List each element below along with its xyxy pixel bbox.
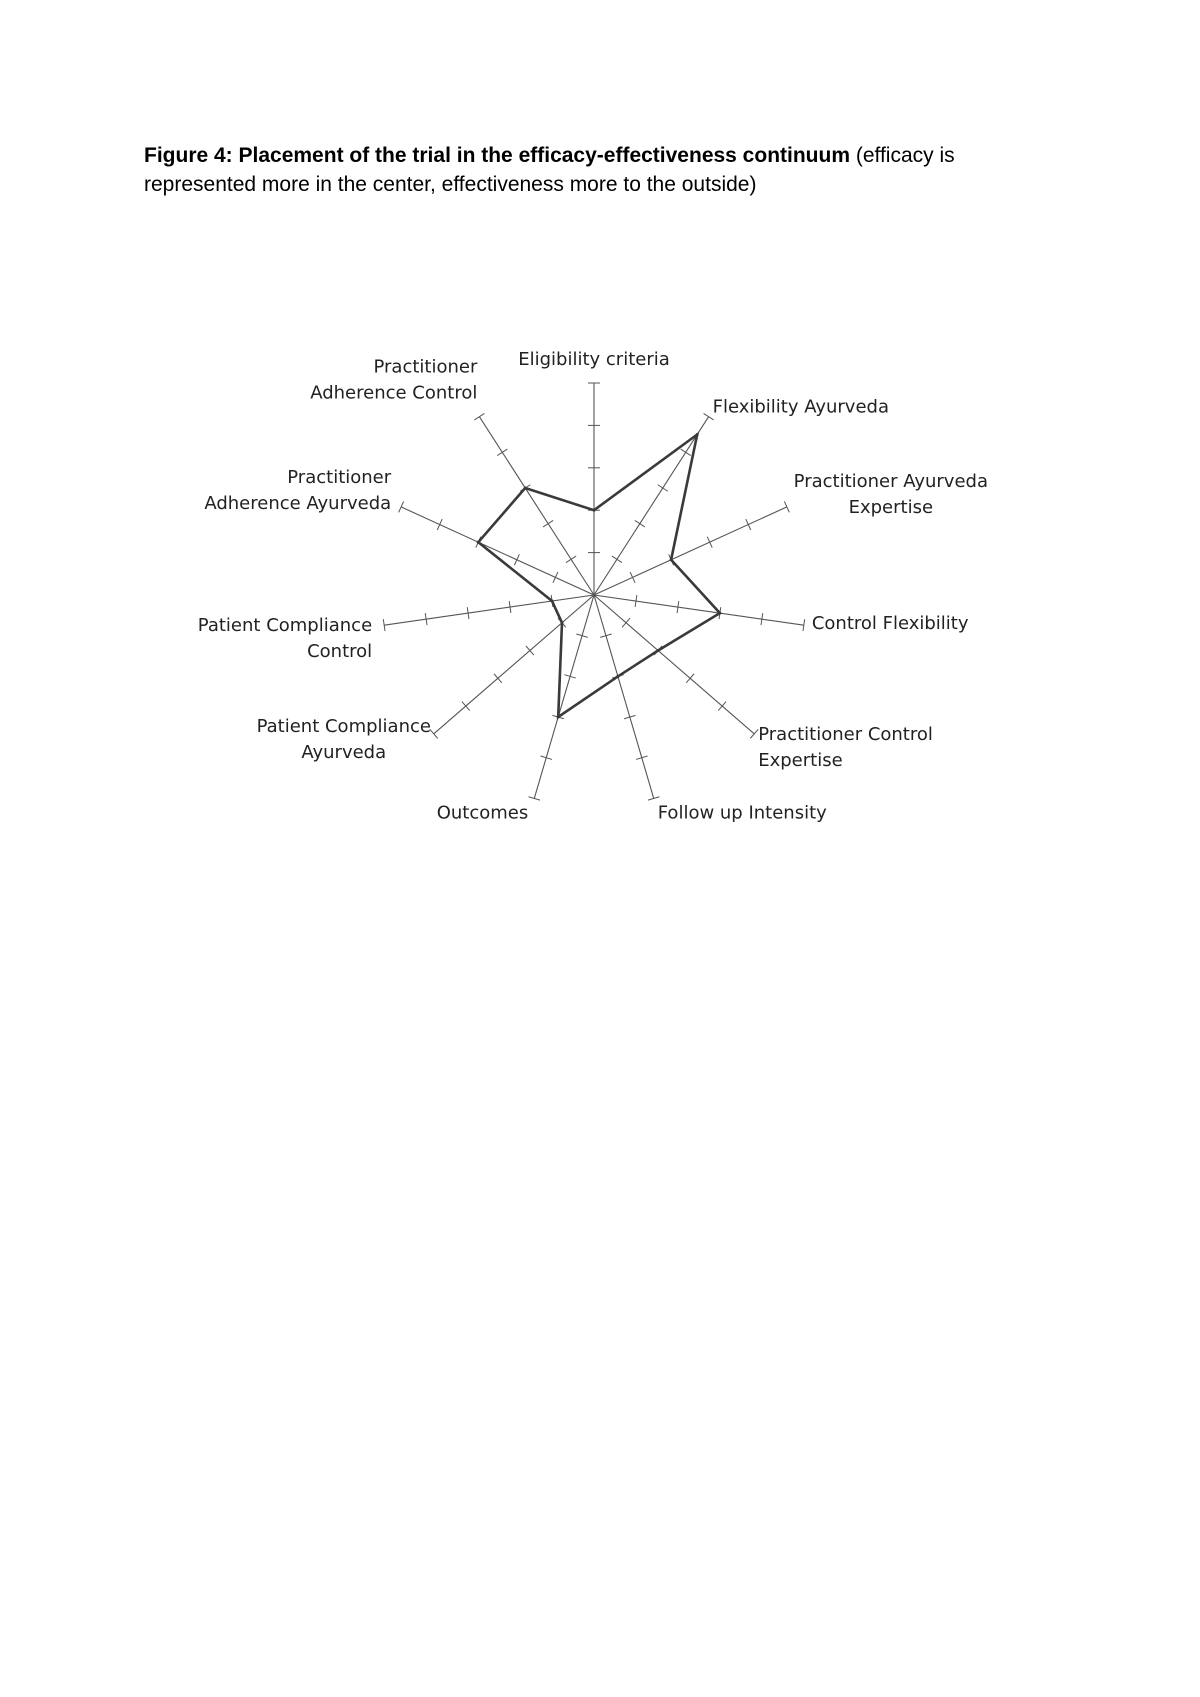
axis-tick bbox=[686, 674, 694, 683]
data-point bbox=[557, 716, 560, 719]
axis-line bbox=[384, 595, 594, 625]
caption-bold: Figure 4: Placement of the trial in the efficacy-effectiveness continuum bbox=[144, 144, 851, 167]
axis-tick bbox=[635, 520, 645, 526]
axis-label: Practitioner Control bbox=[758, 723, 933, 745]
axis-tick bbox=[566, 556, 576, 562]
data-point bbox=[657, 649, 660, 652]
axis-tick bbox=[707, 537, 712, 548]
axis-label: Outcomes bbox=[436, 802, 529, 824]
axis-label: Control bbox=[307, 641, 373, 663]
axis-tick bbox=[494, 674, 502, 683]
axis-tick bbox=[718, 702, 726, 711]
axis-label: Eligibility criteria bbox=[518, 349, 670, 370]
axis-line bbox=[434, 595, 594, 734]
axis-label: Patient Compliance bbox=[197, 615, 373, 637]
data-point bbox=[718, 612, 721, 615]
axis-tick bbox=[630, 572, 635, 583]
axis-label: Follow up Intensity bbox=[657, 802, 827, 824]
axis-tick bbox=[746, 519, 751, 530]
axis-tick bbox=[462, 702, 470, 711]
data-point bbox=[524, 486, 527, 489]
axis-tick bbox=[658, 485, 668, 491]
axis-label: Practitioner Ayurveda bbox=[793, 470, 989, 492]
axis-tick bbox=[437, 519, 442, 530]
axis-tick bbox=[430, 729, 438, 738]
axis-tick bbox=[784, 501, 789, 512]
data-point bbox=[560, 621, 563, 624]
axis-label: Patient Compliance bbox=[256, 715, 431, 737]
axis-label: Control Flexibility bbox=[811, 613, 969, 635]
axis-tick bbox=[553, 572, 558, 583]
axis-label: Practitioner bbox=[373, 356, 478, 378]
axis-tick bbox=[681, 449, 691, 455]
axis-tick bbox=[622, 618, 630, 627]
axis-tick bbox=[474, 413, 484, 419]
axis-label: Ayurveda bbox=[301, 741, 387, 763]
caption-rest: (efficacy is represented more in the center, effectiveness more to the outside) bbox=[144, 144, 955, 196]
data-point bbox=[670, 558, 673, 561]
axis-tick bbox=[497, 449, 507, 455]
data-point bbox=[593, 509, 596, 512]
axis-tick bbox=[526, 646, 534, 655]
axis-label: Adherence Ayurveda bbox=[204, 492, 392, 514]
axis-label: Expertise bbox=[758, 749, 843, 771]
data-point bbox=[696, 433, 699, 436]
series-polygon bbox=[478, 435, 720, 718]
axis-label: Flexibility Ayurveda bbox=[712, 396, 889, 418]
axis-tick bbox=[543, 520, 553, 526]
data-point bbox=[551, 600, 554, 603]
axis-tick bbox=[399, 501, 404, 512]
axis-label: Expertise bbox=[848, 496, 934, 518]
axis-label: Adherence Control bbox=[310, 382, 478, 404]
axis-tick bbox=[750, 729, 758, 738]
axis-tick bbox=[514, 554, 519, 565]
axis-line bbox=[594, 595, 804, 625]
axis-line bbox=[594, 595, 754, 734]
axis-label: Practitioner bbox=[287, 466, 392, 488]
axis-tick bbox=[612, 556, 622, 562]
data-point bbox=[477, 541, 480, 544]
data-point bbox=[616, 675, 619, 678]
